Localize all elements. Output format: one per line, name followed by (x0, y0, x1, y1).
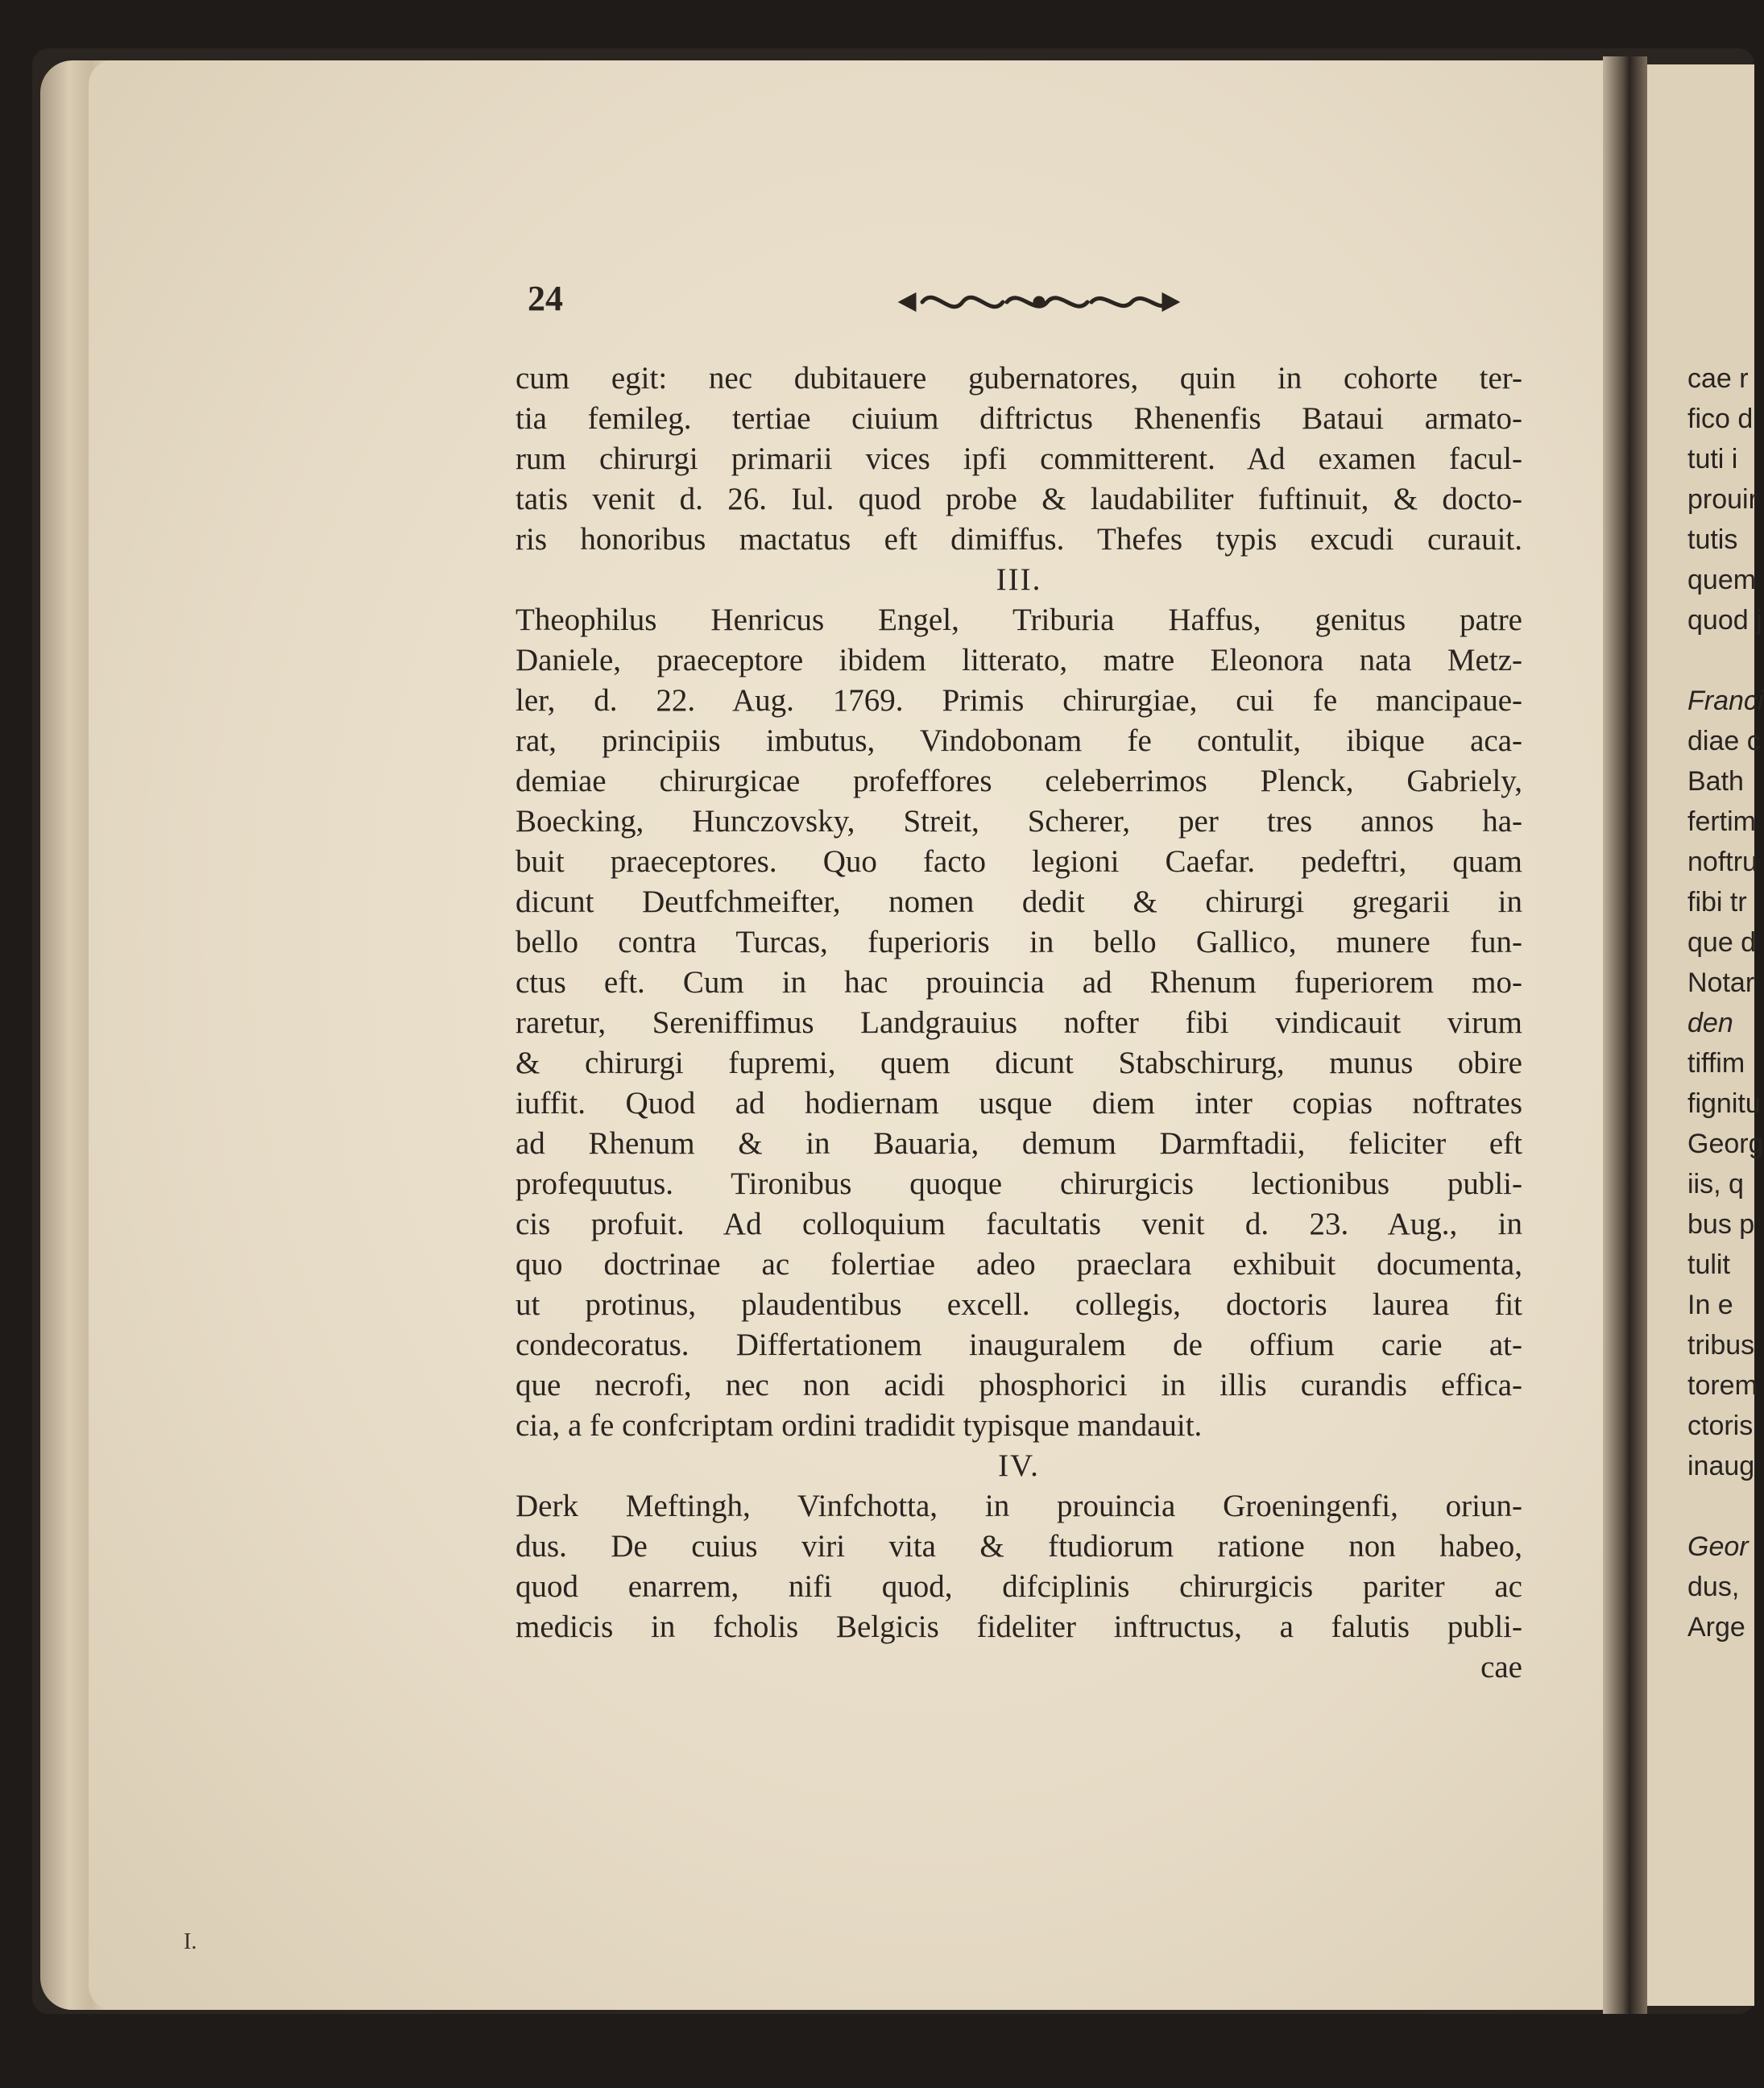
right-line-10: diae c (1687, 726, 1761, 756)
text-line-31: quod enarrem, nifi quod, difciplinis chirurgicis pariter ac (516, 1569, 1522, 1604)
right-line-16: Notar (1687, 967, 1755, 998)
text-line-15: bello contra Turcas, fuperioris in bello Gallico, munere fun- (516, 925, 1522, 959)
right-line-15: que d (1687, 927, 1757, 958)
text-line-1: cum egit: nec dubitauere gubernatores, quin in cohorte ter- (516, 361, 1522, 396)
right-line-11: Bath (1687, 766, 1744, 797)
right-line-4: prouir (1687, 484, 1758, 515)
text-line-9: ler, d. 22. Aug. 1769. Primis chirurgiae, cui fe mancipaue- (516, 683, 1522, 718)
right-line-31: dus, (1687, 1572, 1740, 1602)
right-line-18: tiffim (1687, 1048, 1745, 1079)
right-line-28: inaug (1687, 1451, 1755, 1481)
right-line-32: Arge (1687, 1612, 1745, 1643)
right-line-19: fignitu (1687, 1088, 1761, 1119)
text-line-26: que necrofi, nec non acidi phosphorici in illis curandis effica- (516, 1368, 1522, 1402)
right-line-1: cae r (1687, 363, 1749, 394)
right-line-12: fertim (1687, 806, 1756, 837)
text-line-19: iuffit. Quod ad hodiernam usque diem inter copias noftrates (516, 1086, 1522, 1121)
right-line-29 (1687, 1486, 1754, 1527)
text-line-30: dus. De cuius viri vita & ftudiorum ratione non habeo, (516, 1529, 1522, 1564)
text-line-18: & chirurgi fupremi, quem dicunt Stabschirurg, munus obire (516, 1046, 1522, 1080)
right-page-text (1687, 358, 1764, 1647)
main-text-block (516, 358, 1522, 1688)
text-line-7: Theophilus Henricus Engel, Triburia Haffus, genitus patre (516, 603, 1522, 637)
text-line-11: demiae chirurgicae profeffores celeberrimos Plenck, Gabriely, (516, 764, 1522, 798)
text-line-23: quo doctrinae ac folertiae adeo praeclara exhibuit documenta, (516, 1247, 1522, 1282)
text-line-5: ris honoribus mactatus eft dimiffus. Thefes typis excudi curauit. (516, 522, 1522, 557)
right-line-23: tulit (1687, 1249, 1730, 1280)
right-line-6: quem (1687, 565, 1757, 595)
text-line-20: ad Rhenum & in Bauaria, demum Darmftadii, feliciter eft (516, 1126, 1522, 1161)
right-line-9: Franci (1687, 686, 1764, 716)
text-line-14: dicunt Deutfchmeifter, nomen dedit & chirurgi gregarii in (516, 884, 1522, 919)
right-line-7: quod j (1687, 605, 1762, 636)
right-line-17: den (1687, 1008, 1733, 1038)
right-line-13: noftru (1687, 847, 1758, 877)
text-line-27: cia, a fe confcriptam ordini tradidit typisque mandauit. (516, 1408, 1203, 1443)
right-line-8 (1687, 640, 1754, 681)
right-line-2: fico d (1687, 404, 1754, 434)
right-line-14: fibi tr (1687, 887, 1747, 918)
right-line-24: In e (1687, 1290, 1733, 1320)
text-line-25: condecoratus. Differtationem inauguralem de offium carie at- (516, 1328, 1522, 1362)
text-line-17: raretur, Sereniffimus Landgrauius nofter fibi vindicauit virum (516, 1005, 1522, 1040)
right-line-21: iis, q (1687, 1169, 1744, 1199)
book-gutter (1603, 56, 1647, 2014)
text-line-16: ctus eft. Cum in hac prouincia ad Rhenum fuperiorem mo- (516, 965, 1522, 1000)
right-line-30: Geor (1687, 1531, 1749, 1562)
right-line-22: bus p (1687, 1209, 1755, 1240)
text-line-24: ut protinus, plaudentibus excell. collegis, doctoris laurea fit (516, 1287, 1522, 1322)
section-heading-iv: IV. (998, 1448, 1040, 1483)
text-line-29: Derk Meftingh, Vinfchotta, in prouincia Groeningenfi, oriun- (516, 1489, 1522, 1523)
text-line-21: profequutus. Tironibus quoque chirurgicis lectionibus publi- (516, 1166, 1522, 1201)
text-line-32: medicis in fcholis Belgicis fideliter inftructus, a falutis publi- (516, 1610, 1522, 1644)
text-line-10: rat, principiis imbutus, Vindobonam fe contulit, ibique aca- (516, 723, 1522, 758)
right-line-27: ctoris (1687, 1411, 1754, 1441)
text-line-3: rum chirurgi primarii vices ipfi committerent. Ad examen facul- (516, 441, 1522, 476)
catchword: cae (1480, 1650, 1522, 1684)
section-heading-iii: III. (996, 562, 1042, 597)
right-line-5: tutis (1687, 524, 1738, 555)
decorative-ornament-icon (894, 278, 1184, 326)
right-line-25: tribus (1687, 1330, 1755, 1361)
text-line-2: tia femileg. tertiae ciuium diftrictus Rhenenfis Bataui armato- (516, 401, 1522, 436)
page-number: 24 (528, 279, 563, 318)
right-line-3: tuti i (1687, 444, 1738, 474)
right-line-26: torem (1687, 1370, 1758, 1401)
text-line-22: cis profuit. Ad colloquium facultatis venit d. 23. Aug., in (516, 1207, 1522, 1241)
right-line-20: Georg (1687, 1129, 1764, 1159)
text-line-8: Daniele, praeceptore ibidem litterato, matre Eleonora nata Metz- (516, 643, 1522, 677)
text-line-13: buit praeceptores. Quo facto legioni Caefar. pedeftri, quam (516, 844, 1522, 879)
margin-mark: I. (184, 1929, 197, 1954)
text-line-4: tatis venit d. 26. Iul. quod probe & laudabiliter fuftinuit, & docto- (516, 482, 1522, 516)
text-line-12: Boecking, Hunczovsky, Streit, Scherer, per tres annos ha- (516, 804, 1522, 839)
